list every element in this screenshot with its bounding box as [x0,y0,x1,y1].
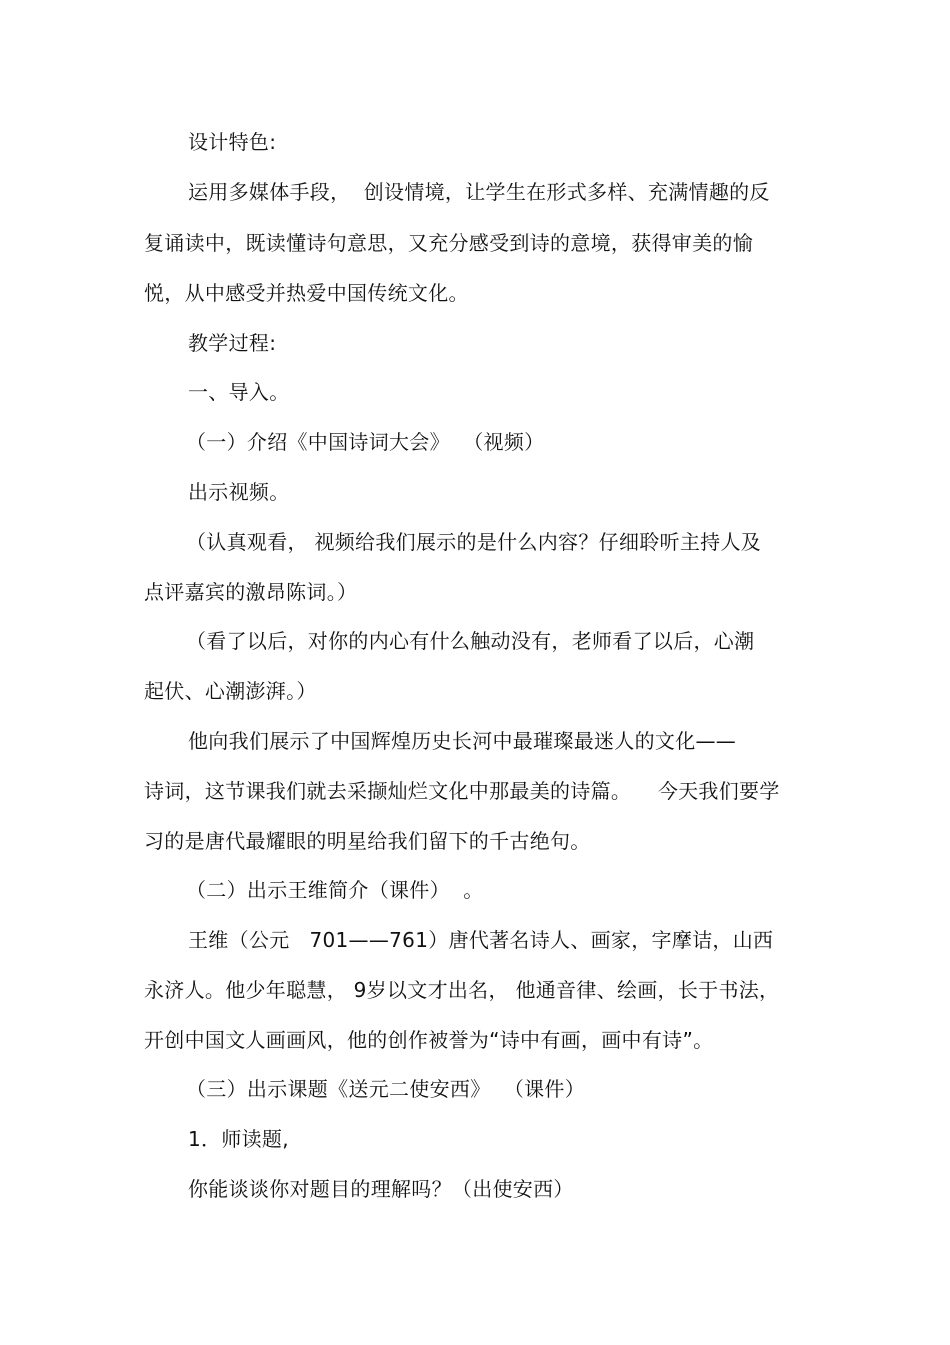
paragraph-line: 诗词，这节课我们就去采撷灿烂文化中那最美的诗篇。 今天我们要学 [144,779,780,803]
paragraph-line: 起伏、心潮澎湃。） [144,679,317,703]
paragraph-line: 开创中国文人画画风，他的创作被誉为“诗中有画，画中有诗”。 [144,1028,714,1052]
paragraph-line: 复诵读中，既读懂诗句意思，又充分感受到诗的意境，获得审美的愉 [144,231,753,255]
paragraph-line: 出示视频。 [188,480,290,504]
subsection-heading: （二）出示王维简介（课件） 。 [186,878,484,902]
heading-teaching-process: 教学过程: [188,331,277,355]
paragraph-line: 他向我们展示了中国辉煌历史长河中最璀璨最迷人的文化—— [188,729,737,753]
subsection-heading: （一）介绍《中国诗词大会》 （视频） [186,430,545,454]
paragraph-line: 永济人。他少年聪慧， 9岁以文才出名， 他通音律、绘画，长于书法， [144,978,780,1002]
paragraph-line: （看了以后，对你的内心有什么触动没有，老师看了以后，心潮 [186,629,755,653]
paragraph-line: 王维（公元 701——761）唐代著名诗人、画家，字摩诘，山西 [188,928,774,952]
numbered-item: 1．师读题, [188,1127,289,1151]
subsection-heading: （三）出示课题《送元二使安西》 （课件） [186,1077,586,1101]
paragraph-line: 习的是唐代最耀眼的明星给我们留下的千古绝句。 [144,829,591,853]
paragraph-line: 点评嘉宾的激昂陈词。） [144,580,358,604]
paragraph-line: 运用多媒体手段， 创设情境，让学生在形式多样、充满情趣的反 [188,180,770,204]
heading-design-features: 设计特色: [188,130,277,154]
section-heading: 一、导入。 [188,380,290,404]
paragraph-line: （认真观看， 视频给我们展示的是什么内容？仔细聆听主持人及 [186,530,762,554]
paragraph-line: 悦，从中感受并热爱中国传统文化。 [144,281,469,305]
paragraph-line: 你能谈谈你对题目的理解吗？（出使安西） [188,1177,574,1201]
